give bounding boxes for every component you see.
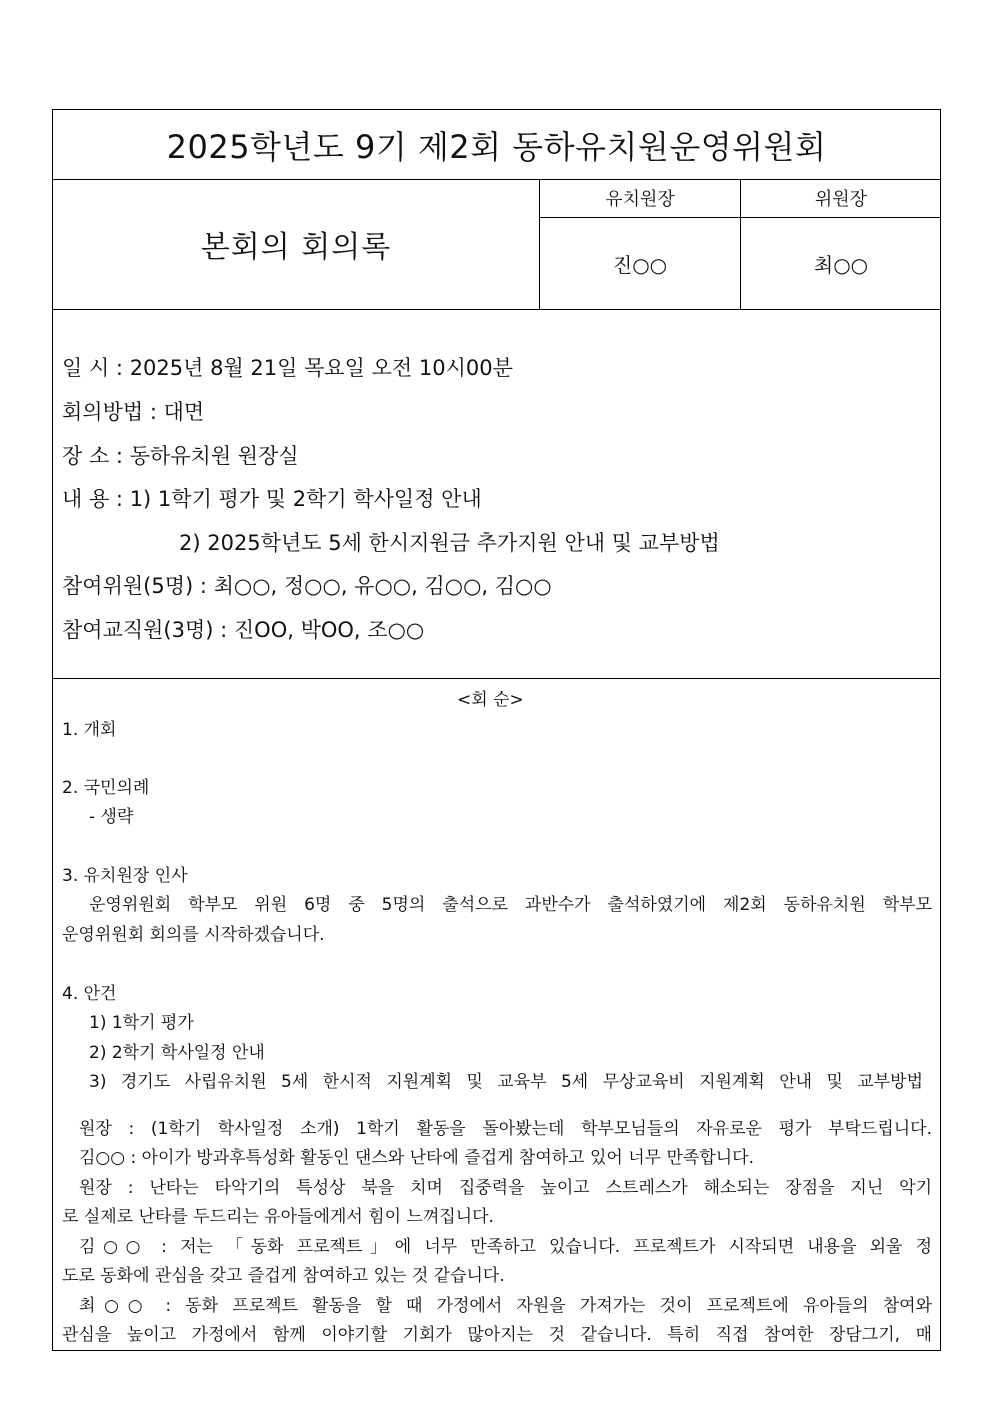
minutes-line: 도로 동화에 관심을 갖고 즐겁게 참여하고 있는 것 같습니다. [62,1266,505,1286]
section-note: - 생략 [89,807,134,827]
minutes-line: 김○○ : 아이가 방과후특성화 활동인 댄스와 난타에 즐겁게 참여하고 있어 너무 만족합니다. [79,1148,755,1168]
info-value: 2025년 8월 21일 목요일 오전 10시00분 [129,356,513,380]
greeting-line: 운영위원회 회의를 시작하겠습니다. [62,925,325,945]
minutes-line: 최○○ : 동화 프로젝트 활동을 할 때 가정에서 자원을 가져가는 것이 프로젝트에 유아들의 참여와 [79,1296,932,1316]
approval-name: 최○○ [813,253,869,277]
meeting-info [53,309,940,679]
greeting-line: 운영위원회 학부모 위원 6명 중 5명의 출석으로 과반수가 출석하였기에 제2회 동하유치원 학부모 [89,895,932,915]
section-ceremony: 2. 국민의례 [62,778,150,798]
section-greeting: 3. 유치원장 인사 [62,866,188,886]
info-label: 일 시 : [62,356,123,380]
approval-cell-principal [539,179,740,309]
info-content-2: 2) 2025학년도 5세 한시지원금 추가지원 안내 및 교부방법 [179,531,720,555]
minutes-line: 로 실제로 난타를 두드리는 유아들에게서 힘이 느껴집니다. [62,1207,494,1227]
header-block [53,179,940,310]
approval-role: 유치원장 [540,179,740,218]
agenda-heading: <회 순> [457,690,524,710]
info-staff: 참여교직원(3명) : 진OO, 박OO, 조○○ [62,618,425,642]
info-label: 내 용 : [62,487,123,511]
minutes-line: 관심을 높이고 가정에서 함께 이야기할 기회가 많아지는 것 같습니다. 특히 직접 참여한 장담그기, 매 [62,1325,932,1345]
minutes-line: 원장 : (1학기 학사일정 소개) 1학기 활동을 돌아봤는데 학부모님들의 자유로운 평가 부탁드립니다. [79,1119,932,1139]
section-opening: 1. 개회 [62,720,117,740]
agenda-item: 2) 2학기 학사일정 안내 [89,1043,265,1063]
approval-name: 진○○ [612,253,668,277]
agenda-item: 3) 경기도 사립유치원 5세 한시적 지원계획 및 교육부 5세 무상교육비 지원계획 안내 및 교부방법 [89,1072,923,1092]
agenda-item: 1) 1학기 평가 [89,1013,194,1033]
approval-cell-chair [740,179,941,309]
info-members: 참여위원(5명) : 최○○, 정○○, 유○○, 김○○, 김○○ [62,574,552,598]
minutes-line: 원장 : 난타는 타악기의 특성상 북을 치며 집중력을 높이고 스트레스가 해소되는 장점을 지닌 악기 [79,1178,932,1198]
info-label: 회의방법 : [62,400,157,424]
document-title: 2025학년도 9기 제2회 동하유치원운영위원회 [53,110,940,180]
info-value: 동하유치원 원장실 [129,444,299,468]
info-method [62,396,204,426]
approval-role: 위원장 [741,179,941,218]
section-agenda: 4. 안건 [62,984,117,1004]
info-label: 장 소 : [62,444,123,468]
info-date [62,352,513,382]
info-place [62,440,299,470]
document-subtitle: 본회의 회의록 [200,230,392,265]
minutes-document [52,109,941,1351]
minutes-line: 김○○ : 저는 「동화 프로젝트」에 너무 만족하고 있습니다. 프로젝트가 시작되면 내용을 외울 정 [79,1237,932,1257]
info-value: 1) 1학기 평가 및 2학기 학사일정 안내 [129,487,482,511]
info-content [62,483,482,513]
info-value: 대면 [163,400,205,424]
